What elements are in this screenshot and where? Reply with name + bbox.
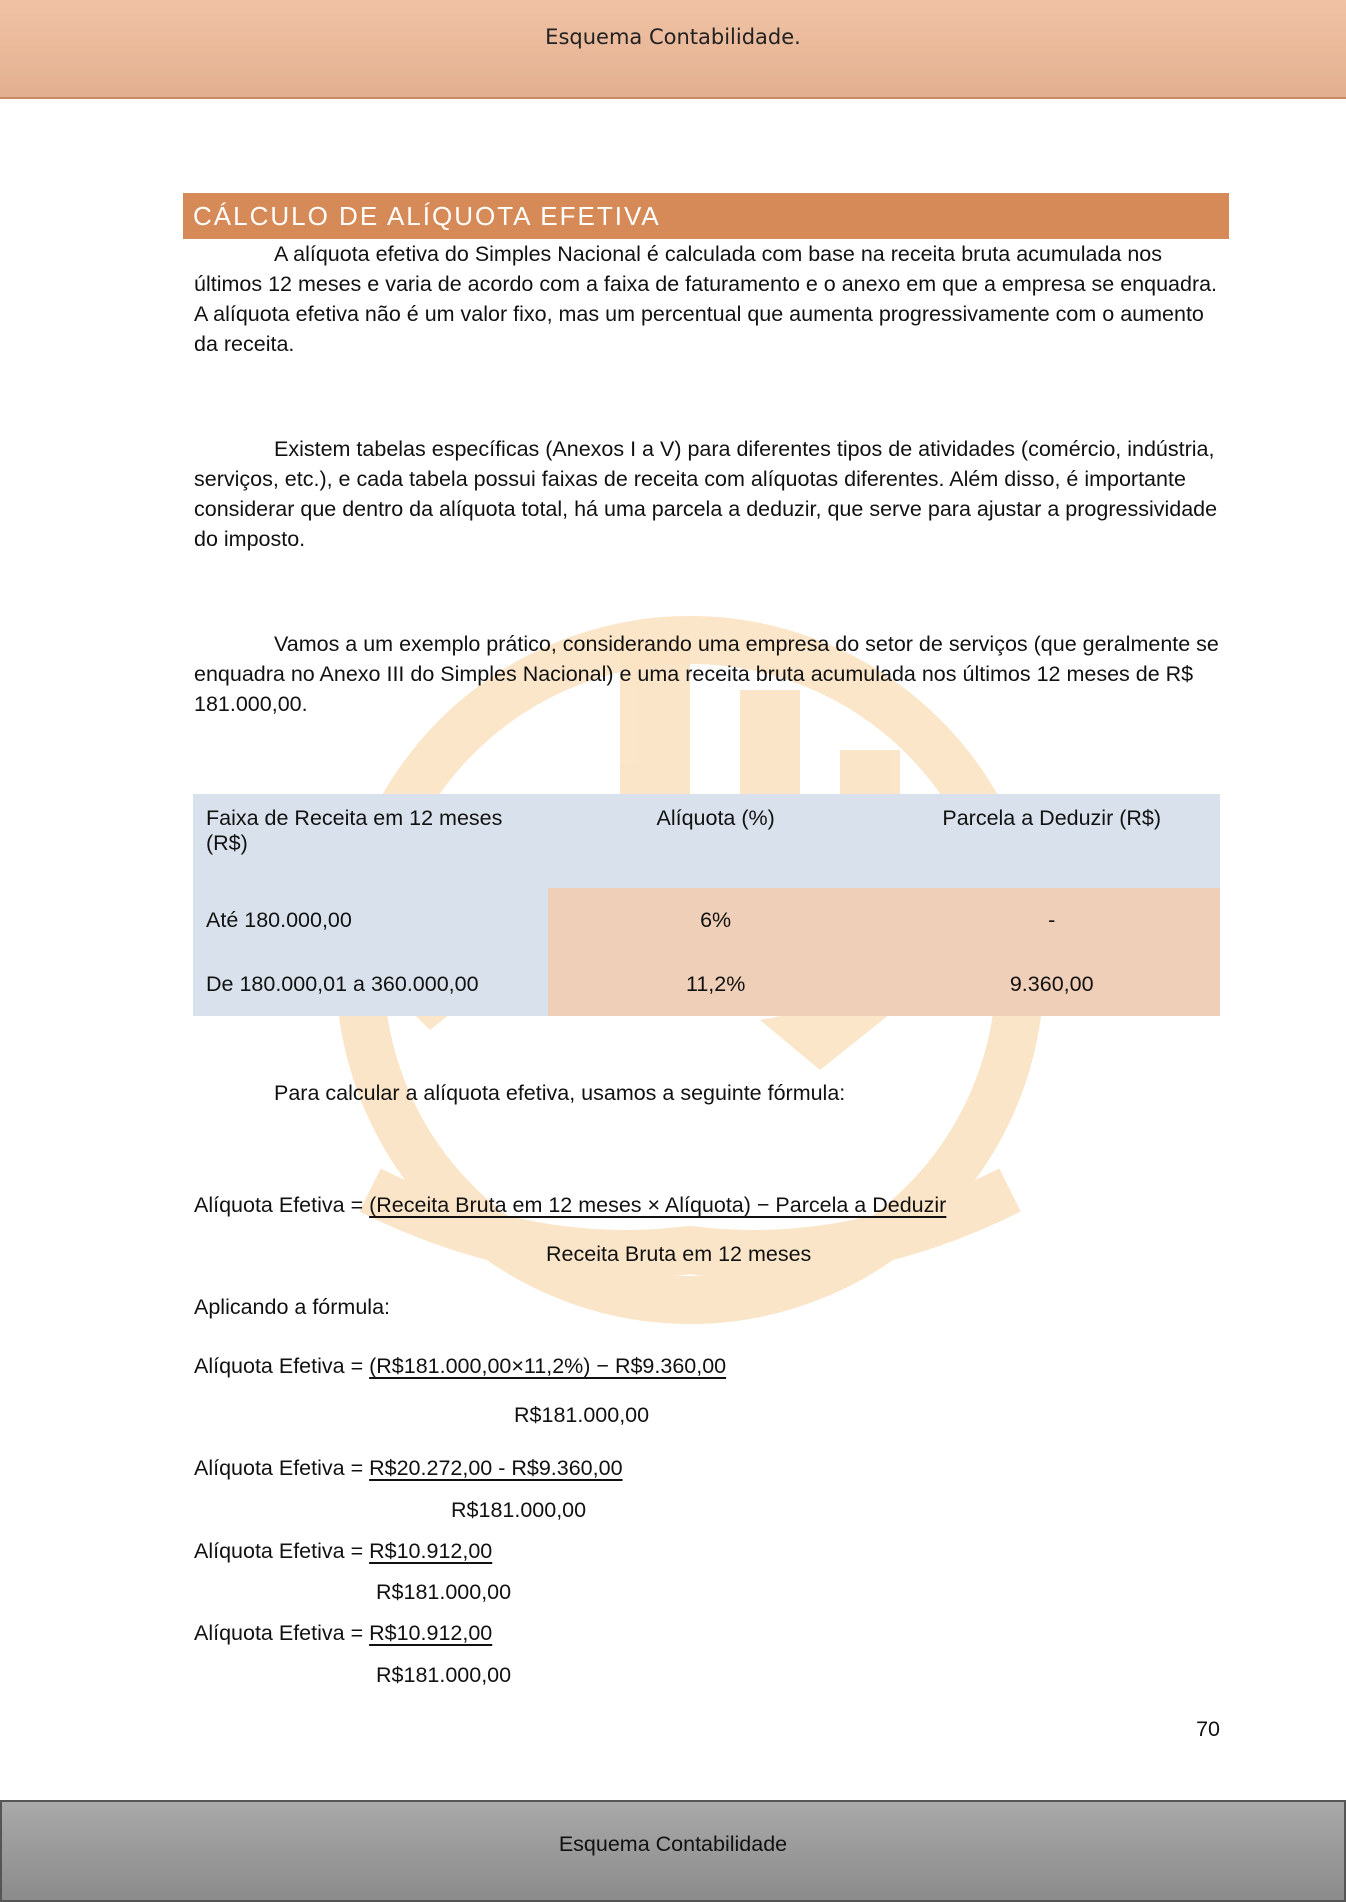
formula-denominator: Receita Bruta em 12 meses	[546, 1242, 812, 1266]
paragraph-intro: A alíquota efetiva do Simples Nacional é calculada com base na receita bruta acumulada nos últimos 12 meses e varia de acordo com a faixa de faturamento e o anexo em que a empresa se enquadra. A alíquota efetiva não é um valor fixo, mas um percentual que aumenta progressivamente com o aumento da receita.	[194, 242, 1218, 356]
table-cell: De 180.000,01 a 360.000,00	[193, 952, 548, 1016]
step-line	[194, 1352, 726, 1380]
table-row	[193, 888, 1220, 952]
step-label: Alíquota Efetiva =	[194, 1621, 370, 1645]
step-denominator: R$181.000,00	[376, 1663, 512, 1687]
table-header-cell: Parcela a Deduzir (R$)	[883, 794, 1220, 888]
step-numerator: (R$181.000,00×11,2%) − R$9.360,00	[369, 1354, 727, 1378]
apply-intro: Aplicando a fórmula:	[194, 1295, 390, 1319]
step-label: Alíquota Efetiva =	[194, 1354, 370, 1378]
formula-numerator: (Receita Bruta em 12 meses × Alíquota) − Parcela a Deduzir	[369, 1193, 947, 1217]
formula-line	[194, 1191, 946, 1219]
table-header-cell: Alíquota (%)	[548, 794, 884, 888]
table-cell: 11,2%	[548, 952, 884, 1016]
table-header-cell: Faixa de Receita em 12 meses (R$)	[193, 794, 548, 888]
section-title: CÁLCULO DE ALÍQUOTA EFETIVA	[183, 193, 1229, 239]
step-denominator: R$181.000,00	[376, 1580, 512, 1604]
header-title: Esquema Contabilidade.	[545, 25, 801, 49]
paragraph-example: Vamos a um exemplo prático, considerando uma empresa do setor de serviços (que geralmente se enquadra no Anexo III do Simples Nacional) e uma receita bruta acumulada nos últimos 12 meses de R$ 181.000,00.	[194, 632, 1219, 716]
table-cell: Até 180.000,00	[193, 888, 548, 952]
table-header-row	[193, 794, 1220, 888]
formula-intro: Para calcular a alíquota efetiva, usamos a seguinte fórmula:	[274, 1081, 846, 1105]
step-line	[194, 1537, 492, 1565]
step-label: Alíquota Efetiva =	[194, 1456, 370, 1480]
footer-title: Esquema Contabilidade	[558, 1832, 788, 1856]
step-denominator: R$181.000,00	[451, 1498, 587, 1522]
rates-table	[193, 794, 1220, 1016]
table-cell: 9.360,00	[883, 952, 1220, 1016]
step-denominator: R$181.000,00	[514, 1403, 650, 1427]
step-line	[194, 1619, 492, 1647]
step-label: Alíquota Efetiva =	[194, 1539, 370, 1563]
step-numerator: R$10.912,00	[369, 1539, 493, 1563]
step-numerator: R$10.912,00	[369, 1621, 493, 1645]
formula-label: Alíquota Efetiva =	[194, 1193, 370, 1217]
step-numerator: R$20.272,00 - R$9.360,00	[369, 1456, 623, 1480]
table-row	[193, 952, 1220, 1016]
step-line	[194, 1454, 623, 1482]
page-number: 70	[1196, 1717, 1220, 1741]
table-cell: 6%	[548, 888, 884, 952]
table-cell: -	[883, 888, 1220, 952]
paragraph-tables: Existem tabelas específicas (Anexos I a V) para diferentes tipos de atividades (comércio, indústria, serviços, etc.), e cada tabela possui faixas de receita com alíquotas diferentes. Além disso, é importante considerar que dentro da alíquota total, há uma parcela a deduzir, que serve para ajustar a progressividade do imposto.	[194, 437, 1218, 551]
